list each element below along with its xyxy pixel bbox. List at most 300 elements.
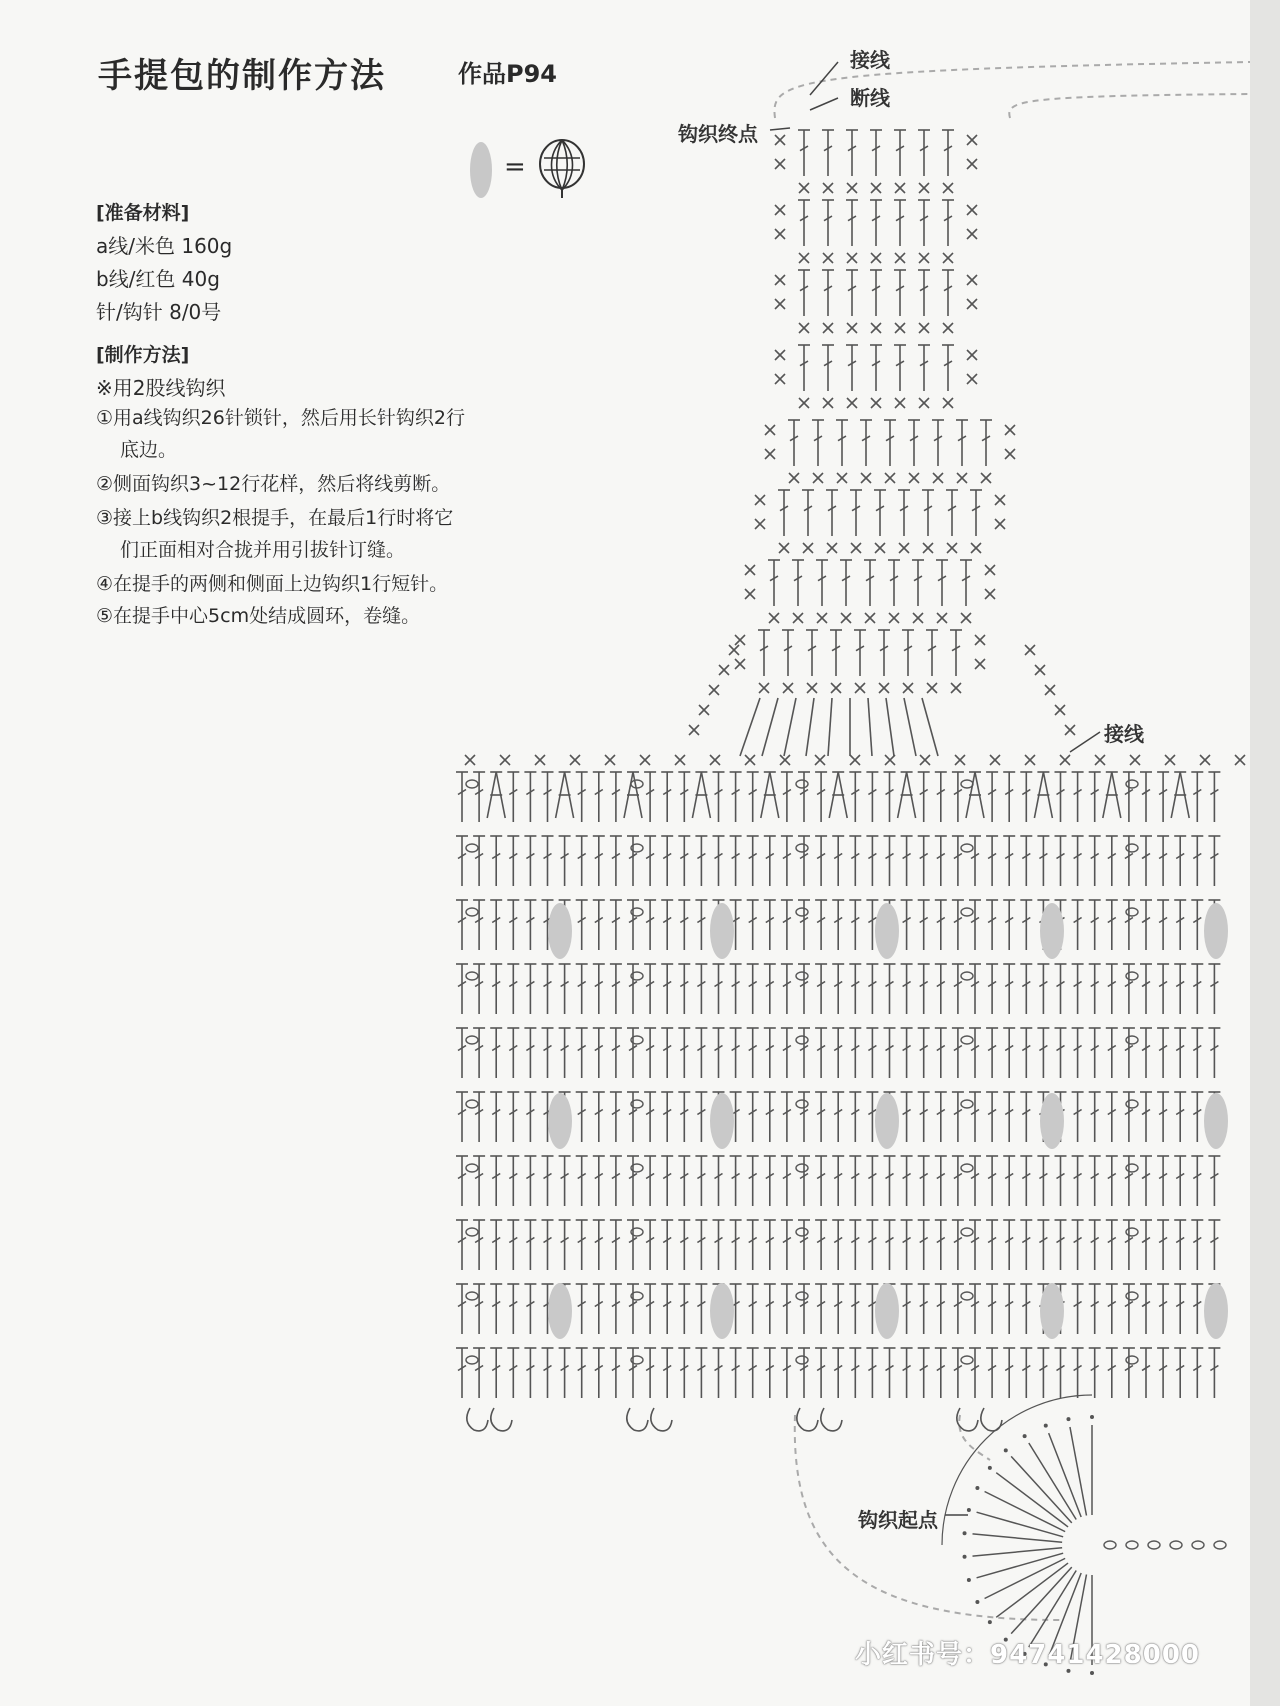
double-crochet-mark <box>644 772 656 822</box>
cut-yarn-label: 断线 <box>850 86 890 110</box>
double-crochet-mark <box>610 1028 622 1078</box>
double-crochet-mark <box>1020 836 1032 886</box>
double-crochet-mark <box>986 836 998 886</box>
single-crochet-mark <box>1200 755 1210 765</box>
base-cap-mark <box>1004 1448 1008 1452</box>
double-crochet-mark <box>644 1156 656 1206</box>
single-crochet-mark <box>535 755 545 765</box>
double-crochet-mark <box>507 1028 519 1078</box>
single-crochet-mark <box>967 205 977 215</box>
double-crochet-mark <box>768 560 780 606</box>
single-crochet-mark <box>955 755 965 765</box>
single-crochet-mark <box>957 473 967 483</box>
double-crochet-mark <box>473 1028 485 1078</box>
single-crochet-mark <box>899 543 909 553</box>
chain-mark <box>466 780 478 788</box>
double-crochet-mark <box>986 1156 998 1206</box>
double-crochet-mark <box>764 1092 776 1142</box>
chain-mark <box>466 1356 478 1364</box>
chain-mark <box>961 1228 973 1236</box>
double-crochet-mark <box>918 1284 930 1334</box>
single-crochet-mark <box>879 683 889 693</box>
single-crochet-mark <box>865 613 875 623</box>
double-crochet-mark <box>764 836 776 886</box>
double-crochet-mark <box>866 1156 878 1206</box>
double-crochet-mark <box>942 130 954 176</box>
double-crochet-mark <box>781 964 793 1014</box>
double-crochet-mark <box>1191 1220 1203 1270</box>
materials-heading: [准备材料] <box>96 202 190 224</box>
double-crochet-mark <box>524 1028 536 1078</box>
double-crochet-mark <box>1208 1348 1220 1398</box>
base-cap-mark <box>1023 1434 1027 1438</box>
double-crochet-mark <box>661 772 673 822</box>
double-crochet-mark <box>952 964 964 1014</box>
single-crochet-mark <box>789 473 799 483</box>
double-crochet-mark <box>473 1092 485 1142</box>
double-crochet-mark <box>918 964 930 1014</box>
single-crochet-mark <box>775 205 785 215</box>
double-crochet-mark <box>490 1092 502 1142</box>
double-crochet-mark <box>894 345 906 391</box>
double-crochet-mark <box>507 836 519 886</box>
flare-stitch-mark <box>828 698 832 756</box>
double-crochet-mark <box>832 900 844 950</box>
single-crochet-mark <box>813 473 823 483</box>
double-crochet-mark <box>840 560 852 606</box>
double-crochet-mark <box>1072 964 1084 1014</box>
double-crochet-mark <box>884 964 896 1014</box>
double-crochet-mark <box>986 964 998 1014</box>
double-crochet-mark <box>846 345 858 391</box>
double-crochet-mark <box>1191 836 1203 886</box>
double-crochet-mark <box>593 1348 605 1398</box>
single-crochet-mark <box>913 613 923 623</box>
double-crochet-mark <box>1020 964 1032 1014</box>
single-crochet-mark <box>1095 755 1105 765</box>
double-crochet-mark <box>1055 836 1067 886</box>
chain-mark <box>1192 1541 1204 1549</box>
double-crochet-mark <box>980 420 992 466</box>
double-crochet-mark <box>661 836 673 886</box>
double-crochet-mark <box>576 1220 588 1270</box>
single-crochet-mark <box>875 543 885 553</box>
work-reference: 作品P94 <box>458 60 557 88</box>
double-crochet-mark <box>1037 1028 1049 1078</box>
double-crochet-mark <box>644 900 656 950</box>
double-crochet-mark <box>798 200 810 246</box>
double-crochet-mark <box>1003 1156 1015 1206</box>
double-crochet-mark <box>846 270 858 316</box>
base-dc-mark <box>1011 1567 1072 1634</box>
base-cap-mark <box>1090 1415 1094 1419</box>
single-crochet-mark <box>971 543 981 553</box>
double-crochet-mark <box>678 964 690 1014</box>
single-crochet-mark <box>799 183 809 193</box>
chain-mark <box>796 780 808 788</box>
double-crochet-mark <box>942 345 954 391</box>
double-crochet-mark <box>1020 900 1032 950</box>
double-crochet-mark <box>678 1156 690 1206</box>
double-crochet-mark <box>894 270 906 316</box>
double-crochet-mark <box>542 1156 554 1206</box>
double-crochet-mark <box>1089 964 1101 1014</box>
chain-mark <box>796 1164 808 1172</box>
chain-mark <box>796 1100 808 1108</box>
double-crochet-mark <box>747 964 759 1014</box>
single-crochet-mark <box>729 645 739 655</box>
double-crochet-mark <box>832 1092 844 1142</box>
single-crochet-mark <box>850 755 860 765</box>
double-crochet-mark <box>456 1348 468 1398</box>
double-crochet-mark <box>1072 1220 1084 1270</box>
double-crochet-mark <box>1072 1348 1084 1398</box>
single-crochet-mark <box>675 755 685 765</box>
double-crochet-mark <box>1208 1156 1220 1206</box>
single-crochet-mark <box>815 755 825 765</box>
single-crochet-mark <box>775 229 785 239</box>
double-crochet-mark <box>507 1220 519 1270</box>
double-crochet-mark <box>901 964 913 1014</box>
single-crochet-mark <box>699 705 709 715</box>
double-crochet-mark <box>950 630 962 676</box>
double-crochet-mark <box>678 1284 690 1334</box>
chain-mark <box>466 1292 478 1300</box>
flare-stitch-mark <box>904 698 916 756</box>
double-crochet-mark <box>593 1092 605 1142</box>
double-crochet-mark <box>935 1028 947 1078</box>
double-crochet-mark <box>866 1220 878 1270</box>
double-crochet-mark <box>822 130 834 176</box>
base-dc-mark <box>973 1548 1063 1556</box>
double-crochet-mark <box>524 1348 536 1398</box>
base-cap-mark <box>967 1508 971 1512</box>
double-crochet-mark <box>781 1220 793 1270</box>
chain-mark <box>1148 1541 1160 1549</box>
decrease-mark <box>556 772 574 818</box>
double-crochet-mark <box>1191 1028 1203 1078</box>
double-crochet-mark <box>1157 1220 1169 1270</box>
single-crochet-mark <box>871 398 881 408</box>
double-crochet-mark <box>507 964 519 1014</box>
double-crochet-mark <box>747 1284 759 1334</box>
double-crochet-mark <box>678 772 690 822</box>
double-crochet-mark <box>661 1092 673 1142</box>
single-crochet-mark <box>823 323 833 333</box>
base-dc-mark <box>1011 1456 1072 1523</box>
single-crochet-mark <box>995 519 1005 529</box>
double-crochet-mark <box>969 1348 981 1398</box>
double-crochet-mark <box>1037 964 1049 1014</box>
double-crochet-mark <box>542 836 554 886</box>
double-crochet-mark <box>473 1156 485 1206</box>
bobble-stitch-mark <box>710 903 734 959</box>
double-crochet-mark <box>952 1028 964 1078</box>
double-crochet-mark <box>1072 1284 1084 1334</box>
bobble-stitch-mark <box>875 1093 899 1149</box>
double-crochet-mark <box>576 836 588 886</box>
double-crochet-mark <box>936 560 948 606</box>
single-crochet-mark <box>847 398 857 408</box>
double-crochet-mark <box>918 270 930 316</box>
double-crochet-mark <box>952 1156 964 1206</box>
double-crochet-mark <box>695 1092 707 1142</box>
double-crochet-mark <box>935 1156 947 1206</box>
double-crochet-mark <box>884 1156 896 1206</box>
double-crochet-mark <box>884 836 896 886</box>
double-crochet-mark <box>849 1348 861 1398</box>
single-crochet-mark <box>775 299 785 309</box>
bobble-stitch-mark <box>875 1283 899 1339</box>
double-crochet-mark <box>661 1348 673 1398</box>
method-step-5-line1: ⑤在提手中心5cm处结成圆环，卷缝。 <box>96 605 421 627</box>
double-crochet-mark <box>832 1156 844 1206</box>
double-crochet-mark <box>610 772 622 822</box>
double-crochet-mark <box>969 964 981 1014</box>
end-point-label: 钩织终点 <box>678 122 758 146</box>
single-crochet-mark <box>827 543 837 553</box>
chain-mark <box>796 1292 808 1300</box>
double-crochet-mark <box>1003 1092 1015 1142</box>
double-crochet-mark <box>764 1220 776 1270</box>
double-crochet-mark <box>1106 1284 1118 1334</box>
double-crochet-mark <box>830 630 842 676</box>
double-crochet-mark <box>473 900 485 950</box>
single-crochet-mark <box>807 683 817 693</box>
double-crochet-mark <box>576 900 588 950</box>
chain-mark <box>961 780 973 788</box>
chain-mark <box>1126 844 1138 852</box>
double-crochet-mark <box>1191 1156 1203 1206</box>
double-crochet-mark <box>661 964 673 1014</box>
double-crochet-mark <box>1106 900 1118 950</box>
double-crochet-mark <box>1020 1092 1032 1142</box>
double-crochet-mark <box>1191 1284 1203 1334</box>
chain-mark <box>796 844 808 852</box>
single-crochet-mark <box>967 374 977 384</box>
single-crochet-mark <box>775 159 785 169</box>
single-crochet-mark <box>1005 425 1015 435</box>
double-crochet-mark <box>1208 1028 1220 1078</box>
double-crochet-mark <box>593 964 605 1014</box>
double-crochet-mark <box>473 836 485 886</box>
start-point-label: 钩织起点 <box>858 1508 938 1532</box>
double-crochet-mark <box>644 1284 656 1334</box>
double-crochet-mark <box>918 1092 930 1142</box>
double-crochet-mark <box>490 1348 502 1398</box>
single-crochet-mark <box>570 755 580 765</box>
flare-stitch-mark <box>784 698 796 756</box>
double-crochet-mark <box>1003 1028 1015 1078</box>
flare-stitch-mark <box>922 698 938 756</box>
double-crochet-mark <box>802 490 814 536</box>
chain-mark <box>961 1292 973 1300</box>
single-crochet-mark <box>847 183 857 193</box>
double-crochet-mark <box>490 1156 502 1206</box>
base-guide-right <box>959 1415 990 1460</box>
chain-mark <box>1214 1541 1226 1549</box>
turning-chain-mark <box>821 1408 842 1431</box>
double-crochet-mark <box>610 836 622 886</box>
handle-join-guide-2 <box>1009 94 1250 118</box>
double-crochet-mark <box>781 836 793 886</box>
chain-mark <box>1126 1164 1138 1172</box>
single-crochet-mark <box>951 683 961 693</box>
single-crochet-mark <box>923 543 933 553</box>
single-crochet-mark <box>1045 685 1055 695</box>
cut-leader <box>810 98 838 110</box>
double-crochet-mark <box>894 130 906 176</box>
double-crochet-mark <box>832 1348 844 1398</box>
chain-mark <box>1126 1228 1138 1236</box>
double-crochet-mark <box>822 270 834 316</box>
double-crochet-mark <box>1055 1028 1067 1078</box>
method-step-2-line1: ②侧面钩织3~12行花样，然后将线剪断。 <box>96 473 451 495</box>
double-crochet-mark <box>576 964 588 1014</box>
double-crochet-mark <box>969 1028 981 1078</box>
double-crochet-mark <box>1157 772 1169 822</box>
double-crochet-mark <box>456 1220 468 1270</box>
chain-mark <box>1126 1292 1138 1300</box>
double-crochet-mark <box>918 1156 930 1206</box>
base-dc-mark <box>1029 1443 1076 1520</box>
double-crochet-mark <box>942 200 954 246</box>
double-crochet-mark <box>1157 1348 1169 1398</box>
single-crochet-mark <box>823 253 833 263</box>
chain-mark <box>1170 1541 1182 1549</box>
double-crochet-mark <box>846 130 858 176</box>
single-crochet-mark <box>920 755 930 765</box>
double-crochet-mark <box>849 1028 861 1078</box>
double-crochet-mark <box>1089 1156 1101 1206</box>
double-crochet-mark <box>524 836 536 886</box>
double-crochet-mark <box>952 1220 964 1270</box>
double-crochet-mark <box>524 964 536 1014</box>
double-crochet-mark <box>1003 900 1015 950</box>
double-crochet-mark <box>884 1028 896 1078</box>
double-crochet-mark <box>901 836 913 886</box>
double-crochet-mark <box>815 772 827 822</box>
double-crochet-mark <box>815 1348 827 1398</box>
double-crochet-mark <box>764 1284 776 1334</box>
single-crochet-mark <box>841 613 851 623</box>
double-crochet-mark <box>507 1092 519 1142</box>
double-crochet-mark <box>559 1348 571 1398</box>
single-crochet-mark <box>775 350 785 360</box>
double-crochet-mark <box>986 1348 998 1398</box>
double-crochet-mark <box>1055 1220 1067 1270</box>
single-crochet-mark <box>967 159 977 169</box>
bobble-stitch-mark <box>548 903 572 959</box>
double-crochet-mark <box>1020 1220 1032 1270</box>
double-crochet-mark <box>912 560 924 606</box>
single-crochet-mark <box>871 323 881 333</box>
double-crochet-mark <box>1208 1220 1220 1270</box>
double-crochet-mark <box>1191 900 1203 950</box>
single-crochet-mark <box>895 323 905 333</box>
double-crochet-mark <box>884 772 896 822</box>
double-crochet-mark <box>713 1028 725 1078</box>
double-crochet-mark <box>713 1156 725 1206</box>
base-cap-mark <box>1090 1671 1094 1675</box>
double-crochet-mark <box>695 1348 707 1398</box>
double-crochet-mark <box>542 1220 554 1270</box>
double-crochet-mark <box>926 630 938 676</box>
single-crochet-mark <box>961 613 971 623</box>
double-crochet-mark <box>901 1348 913 1398</box>
bobble-stitch-mark <box>710 1093 734 1149</box>
double-crochet-mark <box>695 836 707 886</box>
double-crochet-mark <box>888 560 900 606</box>
chain-mark <box>961 1100 973 1108</box>
double-crochet-mark <box>986 900 998 950</box>
base-cap-mark <box>988 1620 992 1624</box>
double-crochet-mark <box>559 1220 571 1270</box>
bobble-stitch-mark <box>1040 903 1064 959</box>
double-crochet-mark <box>1072 772 1084 822</box>
base-cap-mark <box>967 1578 971 1582</box>
double-crochet-mark <box>1191 1092 1203 1142</box>
single-crochet-mark <box>919 323 929 333</box>
single-crochet-mark <box>765 449 775 459</box>
single-crochet-mark <box>885 473 895 483</box>
double-crochet-mark <box>849 1156 861 1206</box>
double-crochet-mark <box>661 1028 673 1078</box>
double-crochet-mark <box>1089 1092 1101 1142</box>
double-crochet-mark <box>1191 964 1203 1014</box>
single-crochet-mark <box>823 398 833 408</box>
double-crochet-mark <box>894 200 906 246</box>
double-crochet-mark <box>610 964 622 1014</box>
double-crochet-mark <box>850 490 862 536</box>
double-crochet-mark <box>456 772 468 822</box>
double-crochet-mark <box>764 900 776 950</box>
bobble-stitch-mark <box>710 1283 734 1339</box>
single-crochet-mark <box>1025 755 1035 765</box>
chain-mark <box>1104 1541 1116 1549</box>
page-title: 手提包的制作方法 <box>98 56 386 96</box>
bobble-stitch-mark <box>548 1283 572 1339</box>
double-crochet-mark <box>781 1156 793 1206</box>
double-crochet-mark <box>644 1028 656 1078</box>
single-crochet-mark <box>799 323 809 333</box>
double-crochet-mark <box>695 1028 707 1078</box>
double-crochet-mark <box>559 836 571 886</box>
double-crochet-mark <box>1191 772 1203 822</box>
double-crochet-mark <box>1140 1156 1152 1206</box>
bobble-stitch-mark <box>1204 1283 1228 1339</box>
double-crochet-mark <box>593 1156 605 1206</box>
single-crochet-mark <box>465 755 475 765</box>
double-crochet-mark <box>593 836 605 886</box>
decrease-mark <box>898 772 916 818</box>
double-crochet-mark <box>901 1092 913 1142</box>
single-crochet-mark <box>719 665 729 675</box>
double-crochet-mark <box>1157 1028 1169 1078</box>
double-crochet-mark <box>524 1156 536 1206</box>
base-dc-mark <box>1049 1433 1082 1517</box>
single-crochet-mark <box>793 613 803 623</box>
double-crochet-mark <box>884 1220 896 1270</box>
single-crochet-mark <box>919 253 929 263</box>
double-crochet-mark <box>473 772 485 822</box>
method-step-4-line1: ④在提手的两侧和侧面上边钩织1行短针。 <box>96 573 449 595</box>
double-crochet-mark <box>1037 1220 1049 1270</box>
double-crochet-mark <box>781 772 793 822</box>
double-crochet-mark <box>764 964 776 1014</box>
single-crochet-mark <box>745 755 755 765</box>
double-crochet-mark <box>884 1348 896 1398</box>
